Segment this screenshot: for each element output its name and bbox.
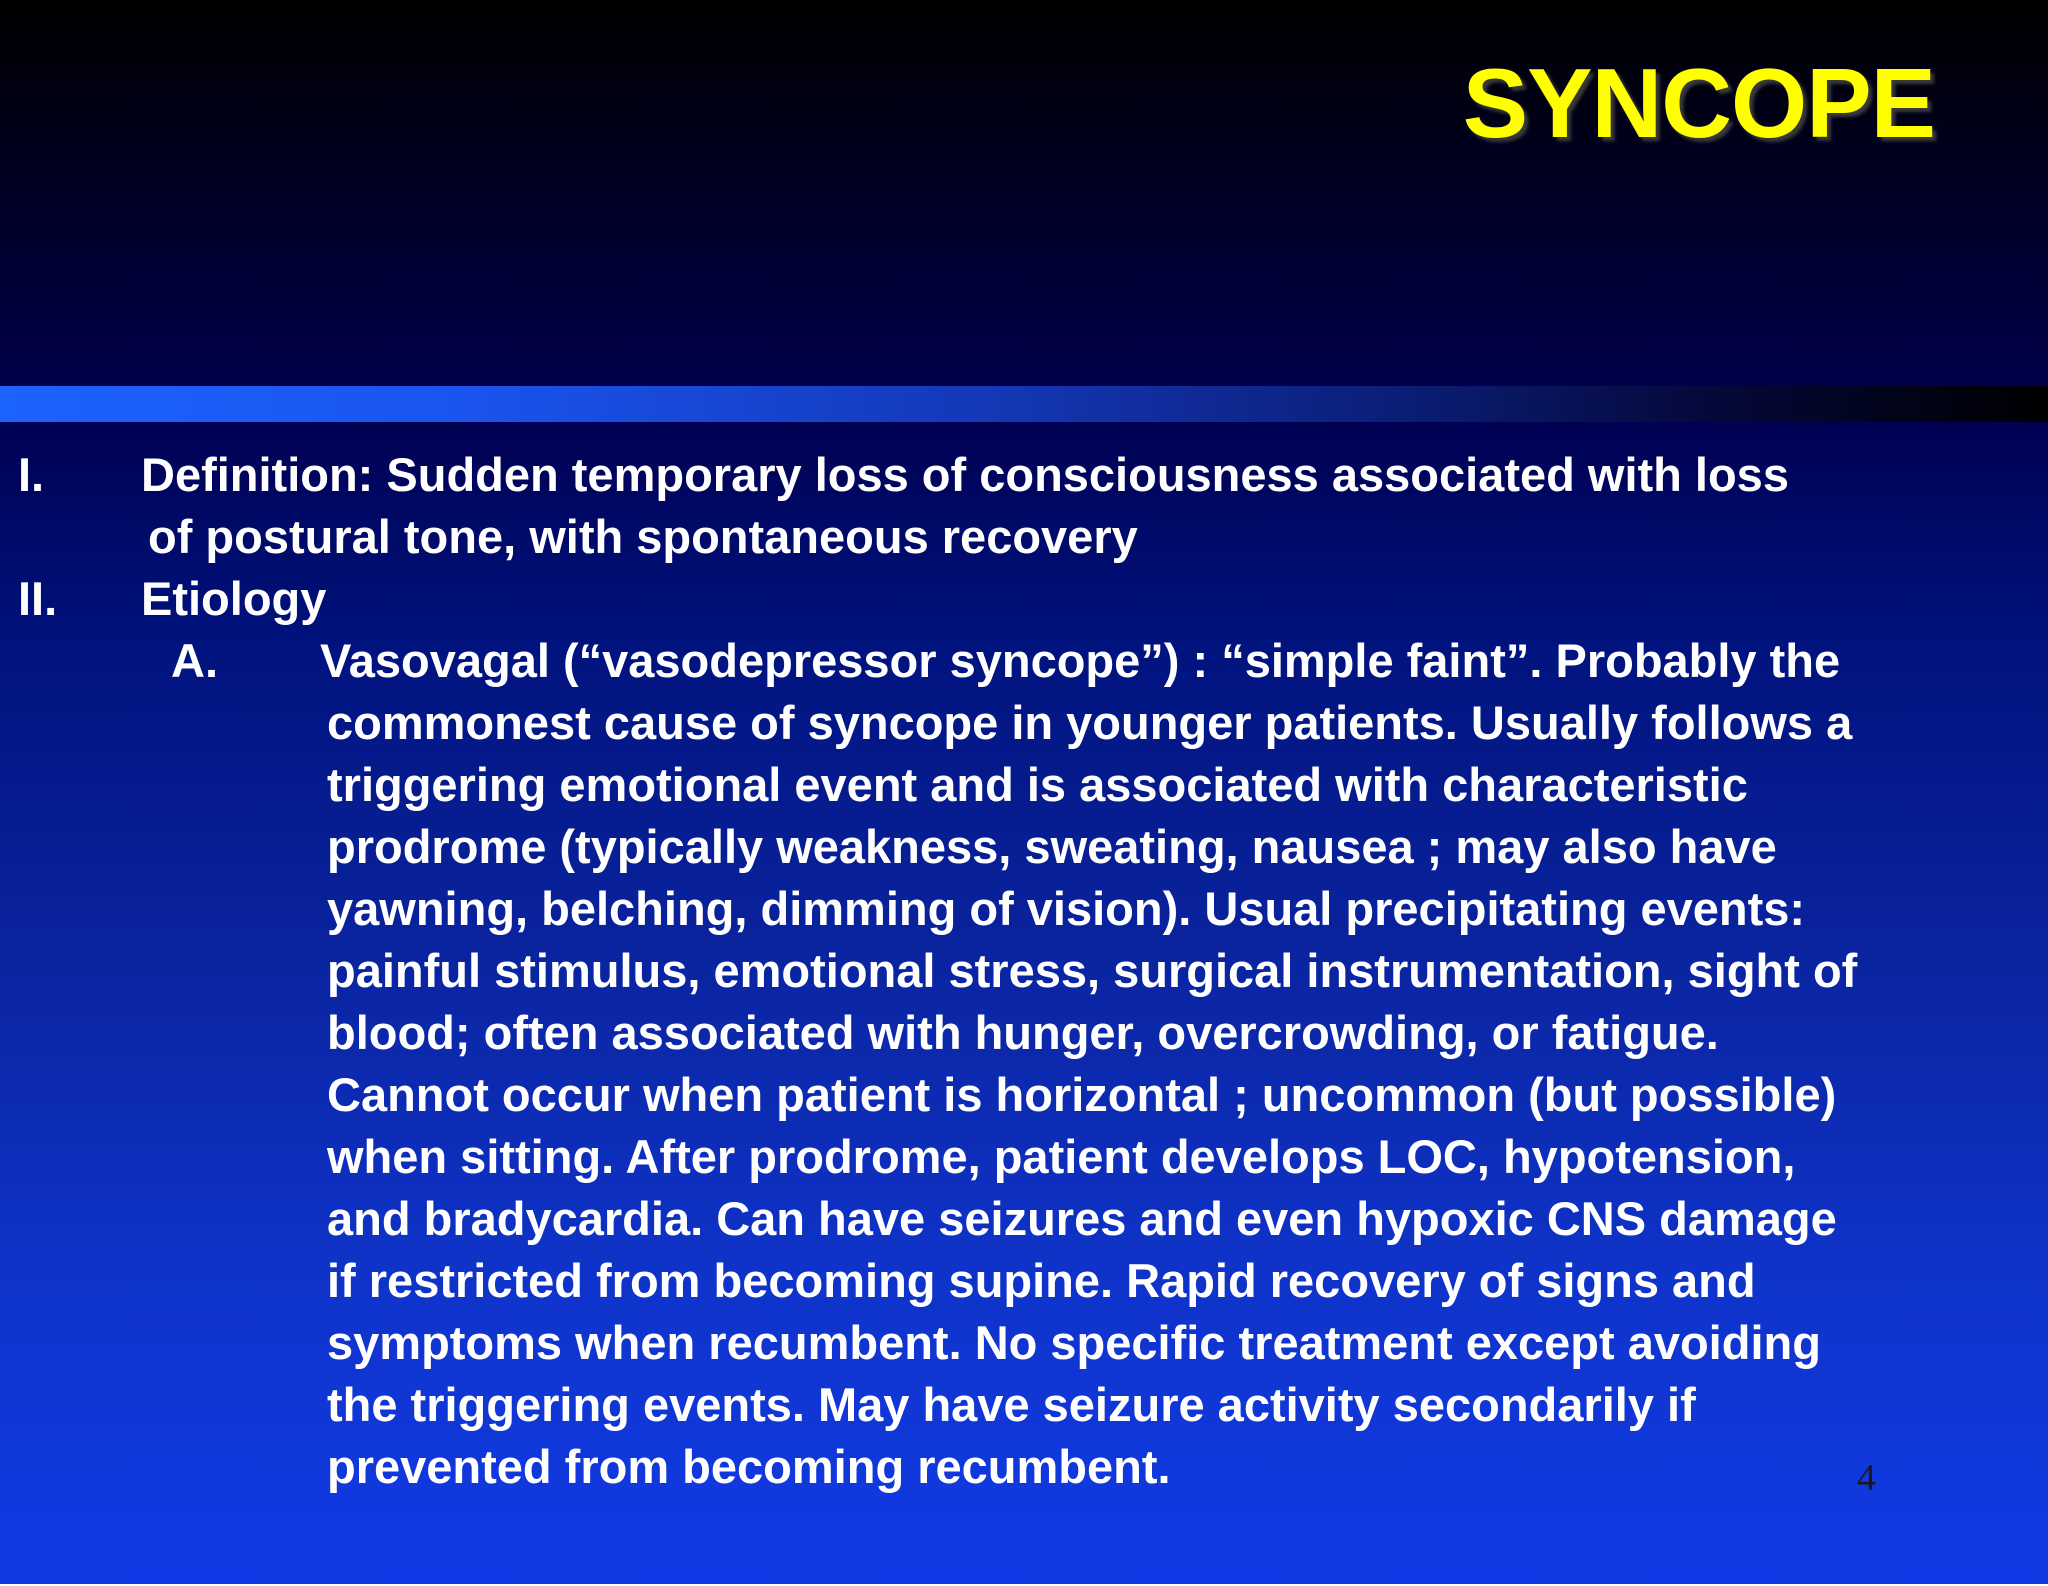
vasovagal-line: yawning, belching, dimming of vision). Usual precipitating events: (327, 882, 1806, 935)
item-letter-a: A. (171, 634, 218, 687)
vasovagal-line: the triggering events. May have seizure activity secondarily if (327, 1378, 1696, 1431)
vasovagal-line: when sitting. After prodrome, patient develops LOC, hypotension, (327, 1130, 1796, 1183)
definition-line-1: Definition: Sudden temporary loss of consciousness associated with loss (141, 448, 1789, 501)
header-accent-band (0, 386, 2048, 422)
outline-numeral-2: II. (18, 572, 58, 625)
vasovagal-line: prevented from becoming recumbent. (327, 1440, 1171, 1493)
vasovagal-line: Vasovagal (“vasodepressor syncope”) : “simple faint”. Probably the (320, 634, 1841, 687)
outline-numeral-1: I. (18, 448, 45, 501)
page-number: 4 (1857, 1457, 1876, 1499)
vasovagal-line: blood; often associated with hunger, overcrowding, or fatigue. (327, 1006, 1719, 1059)
vasovagal-line: prodrome (typically weakness, sweating, nausea ; may also have (327, 820, 1777, 873)
vasovagal-line: and bradycardia. Can have seizures and even hypoxic CNS damage (327, 1192, 1837, 1245)
etiology-heading: Etiology (141, 572, 327, 625)
vasovagal-line: if restricted from becoming supine. Rapid recovery of signs and (327, 1254, 1756, 1307)
vasovagal-line: commonest cause of syncope in younger patients. Usually follows a (327, 696, 1853, 749)
vasovagal-line: painful stimulus, emotional stress, surgical instrumentation, sight of (327, 944, 1858, 997)
vasovagal-line: symptoms when recumbent. No specific treatment except avoiding (327, 1316, 1821, 1369)
vasovagal-line: Cannot occur when patient is horizontal ; uncommon (but possible) (327, 1068, 1837, 1121)
vasovagal-line: triggering emotional event and is associated with characteristic (327, 758, 1748, 811)
definition-line-2: of postural tone, with spontaneous recovery (148, 510, 1138, 563)
slide-title: SYNCOPE (1462, 48, 1935, 158)
